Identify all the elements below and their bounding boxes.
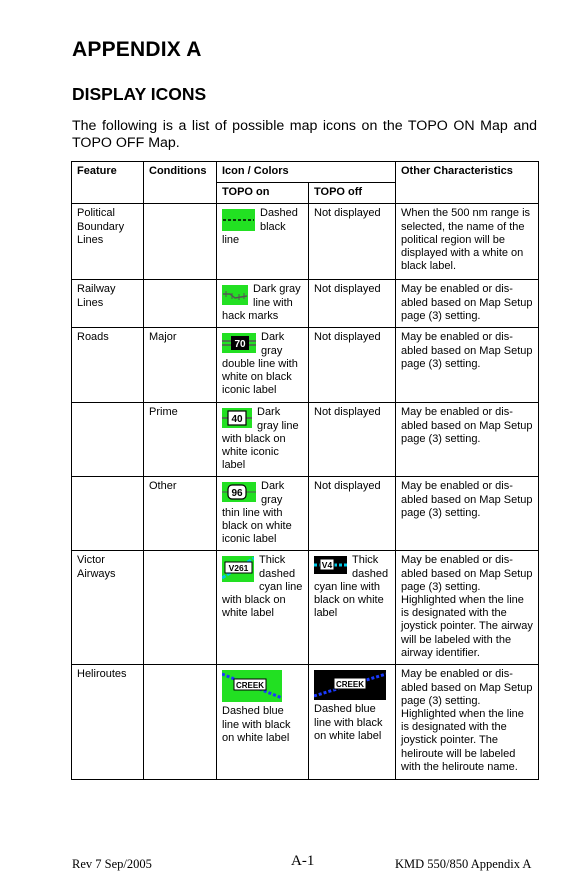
political-boundary-icon xyxy=(222,209,255,231)
page-heading: APPENDIX A xyxy=(72,38,202,61)
table-header-row xyxy=(72,162,539,183)
topo-off-cell: Not displayed xyxy=(309,328,396,403)
topo-on-cell xyxy=(217,403,309,477)
header-conditions: Conditions xyxy=(144,162,217,204)
other-cell: May be enabled or dis-abled based on Map Setup page (3) setting. xyxy=(396,280,539,328)
other-cell: When the 500 nm range is selected, the name of the political region will be displayed with a white on black label. xyxy=(396,204,539,280)
table-row xyxy=(72,204,539,280)
condition-cell xyxy=(144,551,217,665)
topo-off-text: Dashed blue line with black on white label xyxy=(314,703,383,742)
header-topo-on: TOPO on xyxy=(217,183,309,204)
table-row xyxy=(72,665,539,780)
other-cell: May be enabled or dis-abled based on Map Setup page (3) setting. xyxy=(396,403,539,477)
major-road-icon xyxy=(222,333,256,353)
condition-cell xyxy=(144,665,217,780)
topo-off-cell: Not displayed xyxy=(309,280,396,328)
topo-off-cell: Not displayed xyxy=(309,477,396,551)
topo-on-text: Dashed black line xyxy=(222,207,298,246)
topo-on-cell xyxy=(217,665,309,780)
topo-on-text: Dashed blue line with black on white label xyxy=(222,705,291,744)
table-row xyxy=(72,551,539,665)
intro-paragraph: The following is a list of possible map icons on the TOPO ON Map and TOPO OFF Map. xyxy=(72,118,537,151)
feature-cell xyxy=(72,403,144,477)
topo-on-text: Dark gray thin line with black on white iconic label xyxy=(222,480,292,546)
feature-cell: Political Boundary Lines xyxy=(72,204,144,280)
display-icons-table xyxy=(71,161,539,780)
feature-cell: Heliroutes xyxy=(72,665,144,780)
icon-label: CREEK xyxy=(235,681,265,691)
topo-off-cell: Not displayed xyxy=(309,403,396,477)
victor-airway-icon xyxy=(222,556,254,582)
other-cell: May be enabled or dis-abled based on Map Setup page (3) setting. xyxy=(396,328,539,403)
topo-off-cell xyxy=(309,551,396,665)
topo-off-text: Thick dashed cyan line with black on white label xyxy=(314,554,389,620)
footer-revision: Rev 7 Sep/2005 xyxy=(72,857,152,871)
other-cell: May be enabled or dis-abled based on Map Setup page (3) setting. xyxy=(396,477,539,551)
victor-airway-dark-icon xyxy=(314,556,347,574)
feature-cell: Victor Airways xyxy=(72,551,144,665)
topo-on-cell xyxy=(217,328,309,403)
icon-label: V261 xyxy=(228,563,249,574)
topo-off-cell xyxy=(309,665,396,780)
icon-label: V4 xyxy=(321,560,333,571)
footer-document-title: KMD 550/850 Appendix A xyxy=(395,857,532,871)
topo-on-cell xyxy=(217,280,309,328)
table-row xyxy=(72,280,539,328)
footer-page-number: A-1 xyxy=(291,853,315,869)
icon-label: 96 xyxy=(231,488,243,500)
header-topo-off: TOPO off xyxy=(309,183,396,204)
topo-on-text: Dark gray line with black on white iconic label xyxy=(222,406,299,472)
topo-on-cell xyxy=(217,204,309,280)
other-cell: May be enabled or dis-abled based on Map Setup page (3) setting. Highlighted when the line is designated with the joystick pointer. The heliroute will be labeled with the heliroute name. xyxy=(396,665,539,780)
feature-cell xyxy=(72,477,144,551)
condition-cell: Prime xyxy=(144,403,217,477)
heliroute-icon xyxy=(222,670,282,702)
prime-road-icon xyxy=(222,408,252,428)
table-row xyxy=(72,328,539,403)
topo-on-cell xyxy=(217,477,309,551)
other-road-icon xyxy=(222,482,256,502)
other-cell: May be enabled or dis-abled based on Map Setup page (3) setting. Highlighted when the line is designated with the joystick pointer. The airway will be labeled with the airway identifier. xyxy=(396,551,539,665)
condition-cell: Other xyxy=(144,477,217,551)
icon-label: 70 xyxy=(234,339,246,351)
header-icon-colors: Icon / Colors xyxy=(217,162,396,183)
icon-label: 40 xyxy=(231,414,243,426)
topo-off-cell: Not displayed xyxy=(309,204,396,280)
topo-on-text: Dark gray double line with white on black iconic label xyxy=(222,331,298,397)
feature-cell: Roads xyxy=(72,328,144,403)
railway-icon xyxy=(222,285,248,305)
icon-label: CREEK xyxy=(335,680,365,690)
condition-cell xyxy=(144,280,217,328)
condition-cell: Major xyxy=(144,328,217,403)
topo-on-text: Dark gray line with hack marks xyxy=(222,283,301,322)
topo-on-text: Thick dashed cyan line with black on white label xyxy=(222,554,303,620)
table-row xyxy=(72,477,539,551)
heliroute-dark-icon xyxy=(314,670,386,700)
header-feature: Feature xyxy=(72,162,144,204)
feature-cell: Railway Lines xyxy=(72,280,144,328)
section-heading: DISPLAY ICONS xyxy=(72,84,207,104)
condition-cell xyxy=(144,204,217,280)
table-row xyxy=(72,403,539,477)
topo-on-cell xyxy=(217,551,309,665)
header-other: Other Characteristics xyxy=(396,162,539,204)
